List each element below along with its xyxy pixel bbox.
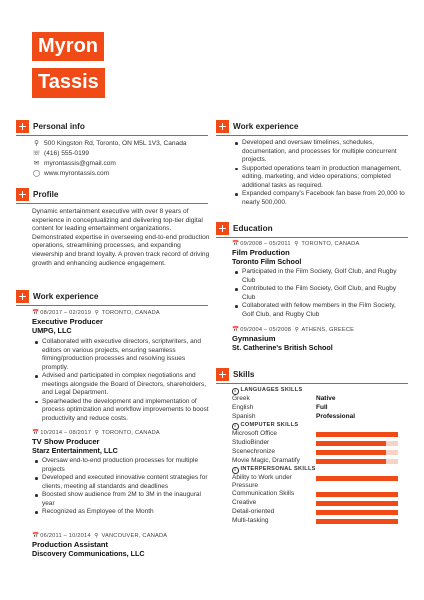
skill-bar-fill — [316, 476, 398, 481]
company-name: Discovery Communications, LLC — [32, 549, 145, 558]
bullet-item: Contributed to the Film Society, Golf Club, and Rugby Club — [232, 285, 408, 302]
skill-bar-fill — [316, 519, 398, 524]
skills-header — [216, 368, 408, 382]
skill-bar-fill — [316, 492, 398, 497]
skill-bar-fill — [316, 459, 386, 464]
skill-name: English — [232, 404, 254, 411]
school-name: Toronto Film School — [232, 257, 302, 266]
section-divider — [16, 135, 208, 136]
calendar-icon: 📅 — [32, 533, 40, 539]
skill-name: Movie Magic, Dramatify — [232, 457, 300, 464]
job-location: TORONTO, CANADA — [101, 310, 160, 316]
education-header — [216, 222, 408, 236]
plus-icon — [16, 188, 29, 201]
education-location: ATHENS, GREECE — [301, 327, 355, 333]
skill-name: Scenechronize — [232, 448, 275, 455]
section-title: Profile — [33, 190, 59, 199]
job-location: TORONTO, CANADA — [101, 430, 160, 436]
profile-header — [16, 188, 208, 202]
location-pin-icon: ⚲ — [94, 533, 99, 539]
bullet-item: Collaborated with executive directors, scriptwriters, and editors on various projects, ensuring seamless filming/production processes and resolving issues promptly. — [32, 338, 212, 372]
contact-phone — [32, 149, 89, 158]
work-experience-header — [16, 290, 208, 304]
skill-bar-fill — [316, 432, 398, 437]
bullet-item: Supported operations team in production management, editing, marketing, and video operations; completed additional tasks as required. — [232, 165, 408, 191]
job-entry — [32, 532, 212, 558]
skill-bar — [316, 492, 398, 497]
section-divider — [16, 305, 208, 306]
section-divider — [216, 237, 408, 238]
job-dates: 08/2017 – 02/2019 — [40, 310, 92, 316]
languages-skills-label — [232, 386, 302, 395]
envelope-icon: ✉ — [33, 160, 40, 167]
skill-name: Greek — [232, 395, 250, 402]
skill-bar — [316, 510, 398, 515]
bullet-item: Oversaw end-to-end production processes for multiple projects — [32, 457, 212, 474]
skill-name: StudioBinder — [232, 439, 270, 446]
skill-bar — [316, 450, 398, 455]
profile-summary: Dynamic entertainment executive with over 8 years of experience in conceptualizing and delivering top-tier digital content for leading entertainment organizations. Demonstrated expertise in overseeing end-to-end production operations, streamlining processes, and expanding viewership and brand loyalty. A proven track record of driving growth and enhancing audience engagement. — [32, 208, 210, 267]
skill-bar-fill — [316, 441, 386, 446]
bullet-item: Boosted show audience from 2M to 3M in the inaugural year — [32, 491, 212, 508]
computer-skills-label — [232, 421, 298, 430]
contact-website[interactable] — [32, 169, 109, 178]
work-experience-continued-header — [216, 120, 408, 134]
skill-bar-fill — [316, 510, 398, 515]
location-pin-icon: ⚲ — [94, 430, 100, 436]
education-location: TORONTO, CANADA — [301, 241, 360, 247]
section-divider — [16, 203, 208, 204]
job-title: Production Assistant — [32, 540, 109, 549]
skill-name: Multi-tasking — [232, 517, 269, 524]
section-title: Skills — [233, 370, 255, 379]
plus-icon — [216, 222, 229, 235]
bullet-item: Expanded company's Facebook fan base from 20,000 to nearly 500,000. — [232, 190, 408, 207]
category-label: LANGUAGES SKILLS — [240, 387, 303, 393]
section-divider — [216, 135, 408, 136]
skill-name: Detail-oriented — [232, 508, 275, 515]
skill-bar — [316, 519, 398, 524]
contact-email[interactable] — [32, 159, 116, 168]
location-pin-icon: ⚲ — [34, 140, 39, 147]
plus-icon — [16, 120, 29, 133]
location-pin-icon: ⚲ — [294, 327, 300, 333]
bullet-item: Recognized as Employee of the Month — [32, 508, 212, 517]
skill-bar-fill — [316, 450, 386, 455]
skill-level: Native — [316, 395, 336, 402]
skill-name: Communication Skills — [232, 490, 295, 497]
interpersonal-skills-label — [232, 465, 316, 474]
education-bullets — [232, 268, 408, 319]
skill-level: Professional — [316, 413, 356, 420]
skill-bar — [316, 432, 398, 437]
job-bullets — [32, 457, 212, 517]
job-dates: 06/2011 – 10/2014 — [40, 533, 91, 539]
calendar-icon: 📅 — [32, 430, 40, 436]
globe-icon: ◯ — [32, 170, 41, 177]
section-title: Work experience — [233, 122, 299, 131]
degree-title: Gymnasium — [232, 334, 276, 343]
job-dates: 10/2014 – 08/2017 — [40, 430, 92, 436]
education-meta — [232, 326, 408, 334]
last-name: Tassis — [32, 68, 105, 98]
job-entry — [32, 429, 212, 517]
info-icon: i — [232, 388, 239, 395]
location-pin-icon: ⚲ — [94, 310, 100, 316]
skill-level: Full — [316, 404, 328, 411]
phone-icon: ☏ — [32, 150, 41, 157]
location-pin-icon: ⚲ — [294, 241, 299, 247]
plus-icon — [216, 120, 229, 133]
section-title: Personal info — [33, 122, 85, 131]
skill-name: Creative — [232, 499, 257, 506]
education-dates: 09/2008 – 05/2011 — [240, 241, 291, 247]
job-bullets — [32, 338, 212, 423]
personal-info-header — [16, 120, 208, 134]
info-icon: i — [232, 423, 239, 430]
degree-title: Film Production — [232, 248, 290, 257]
calendar-icon: 📅 — [232, 327, 240, 333]
school-name: St. Catherine's British School — [232, 343, 333, 352]
address-text: 500 Kingston Rd, Toronto, ON M5L 1V3, Canada — [44, 140, 187, 147]
website-text[interactable]: www.myrontassis.com — [44, 170, 110, 177]
plus-icon — [16, 290, 29, 303]
bullet-item: Collaborated with fellow members in the Film Society, Golf Club, and Rugby Club — [232, 302, 408, 319]
job-title: TV Show Producer — [32, 437, 100, 446]
bullet-item: Spearheaded the development and implementation of process optimization and workflow improvements to boost productivity and reduce costs. — [32, 398, 212, 424]
skill-bar — [316, 476, 398, 481]
bullet-item: Participated in the Film Society, Golf Club, and Rugby Club — [232, 268, 408, 285]
skill-name: Spanish — [232, 413, 256, 420]
company-name: UMPG, LLC — [32, 326, 72, 335]
education-meta — [232, 240, 408, 248]
skill-bar — [316, 501, 398, 506]
skill-name: Microsoft Office — [232, 430, 278, 437]
job-meta — [32, 309, 212, 317]
calendar-icon: 📅 — [232, 241, 240, 247]
bullet-item: Developed and oversaw timelines, schedules, documentation, and processes for multiple concurrent projects. — [232, 139, 408, 165]
section-title: Education — [233, 224, 273, 233]
job-entry — [32, 309, 212, 423]
category-label: INTERPERSONAL SKILLS — [240, 466, 316, 472]
education-entry — [232, 240, 408, 319]
skill-bar-fill — [316, 501, 398, 506]
skill-bar — [316, 459, 398, 464]
job-location: VANCOUVER, CANADA — [101, 533, 168, 539]
job-title: Executive Producer — [32, 317, 103, 326]
education-dates: 09/2004 – 05/2008 — [240, 327, 292, 333]
section-title: Work experience — [33, 292, 99, 301]
skill-bar — [316, 441, 398, 446]
bullet-item: Advised and participated in complex negotiations and meetings alongside the Board of Directors, shareholders, and Legal Department. — [32, 372, 212, 398]
job-meta — [32, 532, 212, 540]
bullet-item: Developed and executed innovative content strategies for clients, meeting all standards and deadlines — [32, 474, 212, 491]
education-entry — [232, 326, 408, 352]
category-label: COMPUTER SKILLS — [240, 422, 299, 428]
skill-name: Ability to Work under Pressure — [232, 474, 292, 489]
section-divider — [216, 383, 408, 384]
info-icon: i — [232, 467, 239, 474]
plus-icon — [216, 368, 229, 381]
company-name: Starz Entertainment, LLC — [32, 446, 118, 455]
calendar-icon: 📅 — [32, 310, 40, 316]
job-bullets-continued — [232, 139, 408, 207]
phone-text: (416) 555-0199 — [44, 150, 90, 157]
contact-address — [32, 139, 187, 148]
email-text[interactable]: myrontassis@gmail.com — [44, 160, 116, 167]
first-name: Myron — [32, 32, 104, 61]
job-meta — [32, 429, 212, 437]
